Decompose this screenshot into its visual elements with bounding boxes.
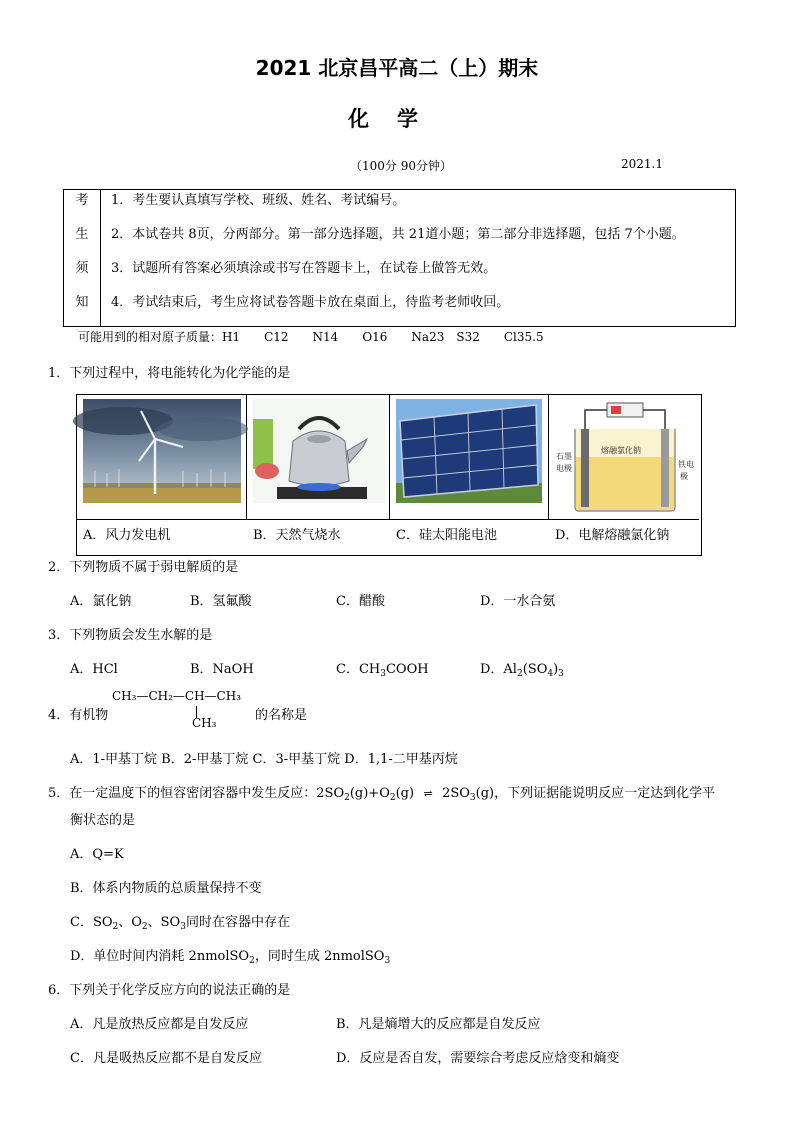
q4-formula-main: CH₃—CH₂—CH—CH₃ [112,689,242,703]
q3-option-b: B．NaOH [190,662,254,677]
q6-option-a: A．凡是放热反应都是自发反应 [70,1017,249,1032]
q1-option-c: C．硅太阳能电池 [390,519,549,552]
q3-option-d: D．$Al_2(SO_4)_3$ [480,662,564,679]
notice-label: 考 [75,193,89,208]
notice-item: 3．试题所有答案必须填涂或书写在答题卡上，在试卷上做答无效。 [111,261,497,276]
notice-items [101,190,736,327]
q6-stem: 6．下列关于化学反应方向的说法正确的是 [48,983,291,998]
q2-option-d: D．一水合氨 [480,594,556,609]
q3-option-c: C．$CH_3COOH$ [336,662,429,679]
wind-turbine-picture [77,395,247,543]
notice-label: 须 [75,261,89,276]
q2-option-b: B．氢氟酸 [190,594,252,609]
graphite-electrode-label-1: 石墨 [556,452,572,461]
subject-title: 化学 [348,107,446,131]
solar-panel-picture [390,395,549,543]
q6-option-d: D．反应是否自发，需要综合考虑反应焓变和熵变 [336,1051,620,1066]
q4-stem-post: 的名称是 [255,708,308,723]
notice-label: 生 [75,227,89,242]
q1-option-d: D．电解熔融氯化钠 [549,519,699,552]
q1-option-a: A．风力发电机 [77,519,247,552]
q1-stem: 1．下列过程中，将电能转化为化学能的是 [48,366,291,381]
q4-formula-branch: CH₃ [192,716,217,730]
notice-item: 2．本试卷共 8页，分两部分。第一部分选择题，共 21道小题；第二部分非选择题，包括 7个小题。 [111,227,685,242]
q3-stem: 3．下列物质会发生水解的是 [48,628,213,643]
exam-date: 2021.1 [621,157,663,171]
q2-stem: 2．下列物质不属于弱电解质的是 [48,560,239,575]
exam-time-info: （100分 90分钟） [350,159,452,173]
q5-option-b: B．体系内物质的总质量保持不变 [70,881,262,896]
q3-option-a: A．HCl [70,662,118,677]
q2-option-c: C．醋酸 [336,594,385,609]
q5-stem-line1: 5．在一定温度下的恒容密闭容器中发生反应：$2SO_2(g)+O_2(g)$ ⇌ $2SO_3(g)$，下列证据能说明反应一定达到化学平 [48,786,716,803]
q5-option-a: A．Q=K [70,847,124,862]
q4-options: A．1-甲基丁烷 B．2-甲基丁烷 C．3-甲基丁烷 D．1,1-二甲基丙烷 [70,752,458,767]
iron-electrode-label-1: 铁电 [678,460,694,469]
notice-item: 1．考生要认真填写学校、班级、姓名、考试编号。 [111,193,406,208]
graphite-electrode-label-2: 电极 [556,464,572,473]
notice-label: 知 [75,295,89,310]
q6-option-c: C．凡是吸热反应都不是自发反应 [70,1051,262,1066]
q5-stem-line2: 衡状态的是 [70,813,136,828]
kettle-picture [247,395,390,543]
iron-electrode-label-2: 极 [680,472,688,481]
q4-stem-pre: 4．有机物 [48,708,109,723]
candidate-notice-box [63,189,736,327]
molten-nacl-label: 熔融氯化钠 [601,446,641,455]
notice-label-column [64,190,101,327]
q1-image-table [76,394,702,556]
electrolysis-diagram [549,395,699,543]
q5-option-d: D．单位时间内消耗 2nmolSO$_2$，同时生成 2nmolSO$_3$ [70,949,391,966]
atomic-masses: 可能用到的相对原子质量：H1 C12 N14 O16 Na23 S32 Cl35.5 [78,330,544,344]
notice-item: 4．考试结束后，考生应将试卷答题卡放在桌面上，待监考老师收回。 [111,295,510,310]
q6-option-b: B．凡是熵增大的反应都是自发反应 [336,1017,541,1032]
q1-option-b: B．天然气烧水 [247,519,390,552]
reversible-arrow-icon: ⇌ [423,787,433,800]
q2-option-a: A．氯化钠 [70,594,132,609]
exam-title: 2021 北京昌平高二（上）期末 [255,56,539,80]
q5-option-c: C．$SO_2$、$O_2$、$SO_3$同时在容器中存在 [70,915,290,932]
